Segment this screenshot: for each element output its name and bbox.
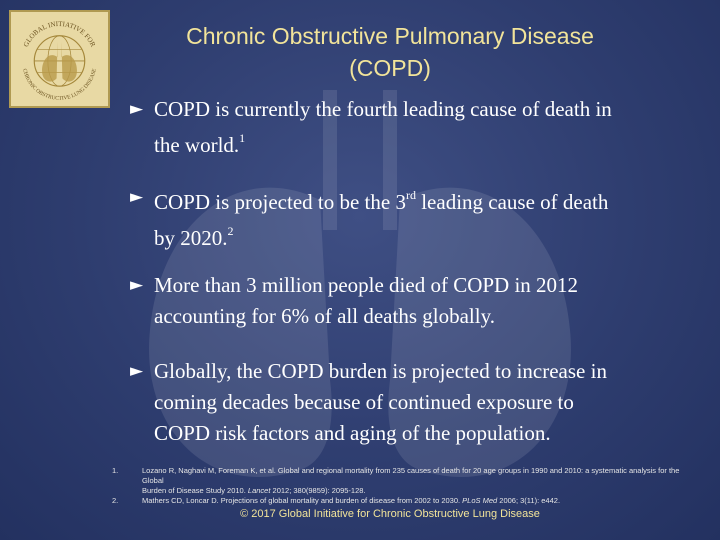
ordinal-sup: rd bbox=[405, 188, 416, 202]
reference-item: 2. Mathers CD, Loncar D. Projections of global mortality and burden of disease from 2002 to 2030. PLoS Med 2006; 3(11): e442. bbox=[112, 496, 561, 505]
bullet-text: COPD is projected to be the 3rd leading cause of death by 2020.$^2$ bbox=[154, 188, 609, 250]
reference-number: 1. bbox=[112, 466, 119, 475]
bullet-arrow-icon: ► bbox=[130, 361, 144, 381]
bullet-item bbox=[130, 94, 612, 161]
bullet-text: More than 3 million people died of COPD in 2012 accounting for 6% of all deaths globally. bbox=[154, 273, 579, 328]
references bbox=[112, 466, 702, 506]
bullet-item bbox=[130, 182, 608, 254]
bullet-text: COPD is currently the fourth leading cause of death in the world.$^1$ bbox=[154, 97, 612, 157]
bullet-text: Globally, the COPD burden is projected to increase in coming decades because of continued exposure to COPD risk factors and aging of the population. bbox=[154, 359, 607, 445]
bullet-arrow-icon: ► bbox=[130, 275, 144, 295]
gold-logo bbox=[9, 10, 110, 108]
title-line-1: Chronic Obstructive Pulmonary Disease bbox=[186, 23, 594, 49]
reference-item: 1. Lozano R, Naghavi M, Foreman K, et al. Global and regional mortality from 235 causes of death for 20 age groups in 1990 and 2010: a systematic analysis for the Global Burden of Disease Study 2010. Lancet 2012; 380(9859): 2095-128. bbox=[112, 466, 680, 495]
citation-sup: 1 bbox=[239, 131, 246, 145]
logo-text-top: GLOBAL INITIATIVE FOR bbox=[21, 19, 98, 49]
title-line-2: (COPD) bbox=[349, 55, 431, 81]
copyright-footer: © 2017 Global Initiative for Chronic Obstructive Lung Disease bbox=[240, 508, 540, 520]
citation-sup: 2 bbox=[227, 224, 234, 238]
bullet-arrow-icon: ► bbox=[130, 99, 144, 119]
bullet-item bbox=[130, 356, 607, 449]
slide-title bbox=[120, 20, 660, 84]
logo-text-bottom: CHRONIC OBSTRUCTIVE LUNG DISEASE bbox=[21, 68, 98, 102]
svg-text:GLOBAL INITIATIVE FOR bbox=[22, 20, 97, 49]
bullet-item bbox=[130, 270, 578, 332]
reference-number: 2. bbox=[112, 496, 119, 505]
bullet-arrow-icon: ► bbox=[130, 187, 144, 207]
lungs-globe-logo-icon bbox=[11, 12, 108, 106]
